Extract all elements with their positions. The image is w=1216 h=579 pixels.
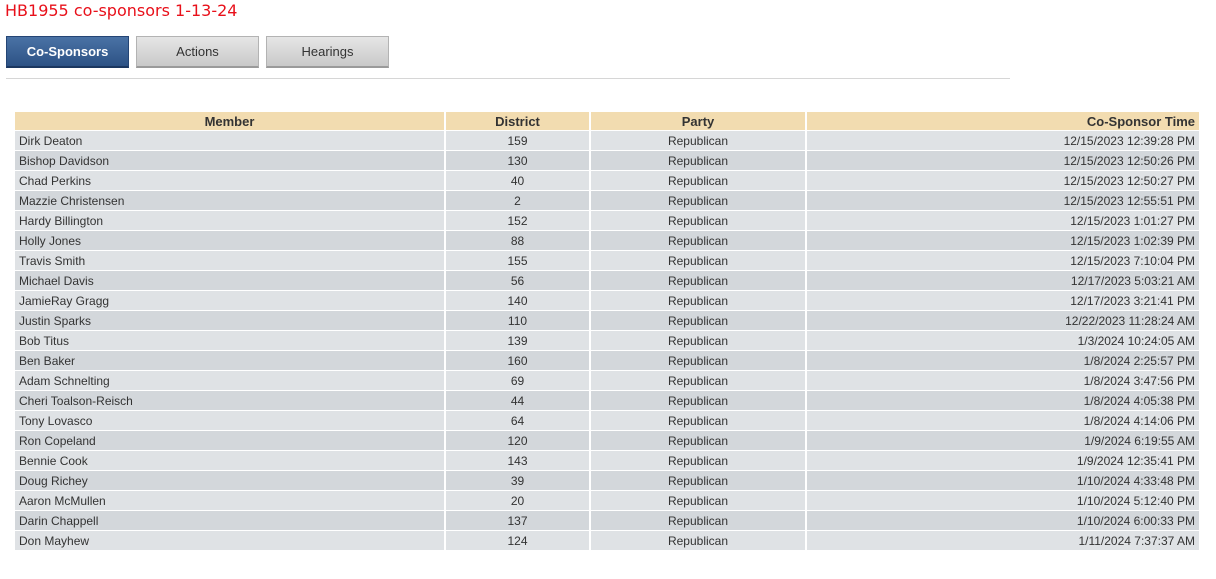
cell-party: Republican	[591, 291, 805, 310]
cell-member[interactable]: Bennie Cook	[15, 451, 444, 470]
table-row	[15, 491, 1199, 510]
cell-member[interactable]: Cheri Toalson-Reisch	[15, 391, 444, 410]
cell-member[interactable]: Ron Copeland	[15, 431, 444, 450]
cell-member[interactable]: Dirk Deaton	[15, 131, 444, 150]
cell-district: 40	[446, 171, 589, 190]
cell-member[interactable]: Darin Chappell	[15, 511, 444, 530]
tab-actions[interactable]: Actions	[136, 36, 259, 68]
cell-cosponsor-time: 12/15/2023 12:50:26 PM	[807, 151, 1199, 170]
cell-district: 155	[446, 251, 589, 270]
cell-cosponsor-time: 12/15/2023 12:55:51 PM	[807, 191, 1199, 210]
table-row	[15, 351, 1199, 370]
cell-member[interactable]: Holly Jones	[15, 231, 444, 250]
cell-party: Republican	[591, 431, 805, 450]
tab-bar	[6, 36, 396, 70]
cell-party: Republican	[591, 471, 805, 490]
table-row	[15, 231, 1199, 250]
table-row	[15, 251, 1199, 270]
cell-district: 88	[446, 231, 589, 250]
cell-member[interactable]: Ben Baker	[15, 351, 444, 370]
table-row	[15, 291, 1199, 310]
page-title: HB1955 co-sponsors 1-13-24	[5, 1, 238, 20]
table-row	[15, 451, 1199, 470]
cell-cosponsor-time: 12/17/2023 3:21:41 PM	[807, 291, 1199, 310]
table-row	[15, 411, 1199, 430]
cell-cosponsor-time: 1/8/2024 4:05:38 PM	[807, 391, 1199, 410]
cell-district: 20	[446, 491, 589, 510]
cell-district: 124	[446, 531, 589, 550]
table-row	[15, 391, 1199, 410]
table-row	[15, 511, 1199, 530]
cell-district: 139	[446, 331, 589, 350]
cell-district: 44	[446, 391, 589, 410]
cell-cosponsor-time: 12/15/2023 12:39:28 PM	[807, 131, 1199, 150]
cell-party: Republican	[591, 131, 805, 150]
cell-party: Republican	[591, 331, 805, 350]
cell-cosponsor-time: 12/15/2023 1:01:27 PM	[807, 211, 1199, 230]
cell-cosponsor-time: 1/11/2024 7:37:37 AM	[807, 531, 1199, 550]
cell-cosponsor-time: 1/10/2024 4:33:48 PM	[807, 471, 1199, 490]
cell-member[interactable]: Adam Schnelting	[15, 371, 444, 390]
cell-cosponsor-time: 1/10/2024 5:12:40 PM	[807, 491, 1199, 510]
column-header-member[interactable]: Member	[15, 112, 444, 130]
cell-cosponsor-time: 1/8/2024 2:25:57 PM	[807, 351, 1199, 370]
cell-member[interactable]: Hardy Billington	[15, 211, 444, 230]
cell-cosponsor-time: 12/15/2023 1:02:39 PM	[807, 231, 1199, 250]
table-row	[15, 471, 1199, 490]
cell-district: 120	[446, 431, 589, 450]
cell-district: 159	[446, 131, 589, 150]
cell-party: Republican	[591, 451, 805, 470]
cell-member[interactable]: Justin Sparks	[15, 311, 444, 330]
cell-cosponsor-time: 12/22/2023 11:28:24 AM	[807, 311, 1199, 330]
table-body	[15, 131, 1199, 550]
column-header-cosponsor-time[interactable]: Co-Sponsor Time	[807, 112, 1199, 130]
table-row	[15, 531, 1199, 550]
cell-member[interactable]: Doug Richey	[15, 471, 444, 490]
cell-district: 130	[446, 151, 589, 170]
cell-member[interactable]: Bishop Davidson	[15, 151, 444, 170]
tab-divider	[6, 78, 1010, 79]
cell-party: Republican	[591, 231, 805, 250]
cell-cosponsor-time: 1/10/2024 6:00:33 PM	[807, 511, 1199, 530]
column-header-party[interactable]: Party	[591, 112, 805, 130]
table-header-row	[15, 112, 1199, 130]
cell-district: 69	[446, 371, 589, 390]
cell-member[interactable]: Tony Lovasco	[15, 411, 444, 430]
cell-party: Republican	[591, 391, 805, 410]
table-row	[15, 331, 1199, 350]
cell-district: 152	[446, 211, 589, 230]
cell-party: Republican	[591, 351, 805, 370]
cell-district: 160	[446, 351, 589, 370]
cell-party: Republican	[591, 411, 805, 430]
cell-party: Republican	[591, 251, 805, 270]
cosponsors-table	[13, 111, 1201, 551]
table-row	[15, 431, 1199, 450]
tab-hearings[interactable]: Hearings	[266, 36, 389, 68]
cell-district: 2	[446, 191, 589, 210]
cell-district: 56	[446, 271, 589, 290]
cell-cosponsor-time: 12/15/2023 12:50:27 PM	[807, 171, 1199, 190]
cell-party: Republican	[591, 211, 805, 230]
cell-member[interactable]: Bob Titus	[15, 331, 444, 350]
column-header-district[interactable]: District	[446, 112, 589, 130]
cell-member[interactable]: Aaron McMullen	[15, 491, 444, 510]
table-row	[15, 191, 1199, 210]
tab-co-sponsors[interactable]: Co-Sponsors	[6, 36, 129, 68]
table-row	[15, 211, 1199, 230]
cell-party: Republican	[591, 371, 805, 390]
cell-party: Republican	[591, 151, 805, 170]
cell-district: 140	[446, 291, 589, 310]
cell-district: 64	[446, 411, 589, 430]
cell-cosponsor-time: 12/17/2023 5:03:21 AM	[807, 271, 1199, 290]
cell-cosponsor-time: 1/8/2024 3:47:56 PM	[807, 371, 1199, 390]
table-row	[15, 371, 1199, 390]
cell-cosponsor-time: 1/9/2024 6:19:55 AM	[807, 431, 1199, 450]
cell-member[interactable]: Mazzie Christensen	[15, 191, 444, 210]
cell-district: 137	[446, 511, 589, 530]
cell-party: Republican	[591, 191, 805, 210]
table-row	[15, 311, 1199, 330]
cell-party: Republican	[591, 171, 805, 190]
cell-party: Republican	[591, 491, 805, 510]
cell-party: Republican	[591, 531, 805, 550]
cell-party: Republican	[591, 511, 805, 530]
cell-district: 143	[446, 451, 589, 470]
table-row	[15, 131, 1199, 150]
cell-member[interactable]: Don Mayhew	[15, 531, 444, 550]
cell-party: Republican	[591, 311, 805, 330]
cell-cosponsor-time: 1/8/2024 4:14:06 PM	[807, 411, 1199, 430]
cell-cosponsor-time: 1/9/2024 12:35:41 PM	[807, 451, 1199, 470]
cell-cosponsor-time: 12/15/2023 7:10:04 PM	[807, 251, 1199, 270]
cell-district: 110	[446, 311, 589, 330]
cell-cosponsor-time: 1/3/2024 10:24:05 AM	[807, 331, 1199, 350]
cell-member[interactable]: Travis Smith	[15, 251, 444, 270]
table-row	[15, 271, 1199, 290]
cell-district: 39	[446, 471, 589, 490]
cell-member[interactable]: Michael Davis	[15, 271, 444, 290]
table-row	[15, 151, 1199, 170]
cell-member[interactable]: Chad Perkins	[15, 171, 444, 190]
table-row	[15, 171, 1199, 190]
cell-member[interactable]: JamieRay Gragg	[15, 291, 444, 310]
cell-party: Republican	[591, 271, 805, 290]
